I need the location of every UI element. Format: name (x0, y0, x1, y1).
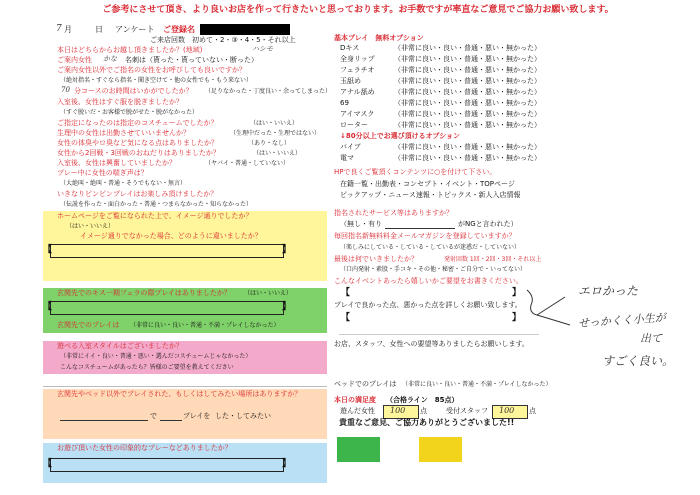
divider (339, 334, 539, 335)
pen-stroke-icon (525, 285, 585, 335)
q-course-options: （足りなかった・丁度良い・余ってしまった） (205, 88, 332, 95)
q-mail: 毎回指名新無料料金メールマガジンを登録していますか？ (334, 232, 516, 240)
event-answer-box[interactable] (341, 288, 521, 300)
score-girl-label: 遊んだ女性 (340, 407, 375, 415)
impressive-answer-box[interactable] (43, 458, 291, 472)
form-header: ご参考にさせて頂き、より良いお店を作って行きたいと思っております。お手数ですが率直なご意見でご協力お願い致します。 (102, 5, 614, 15)
other-place-play: プレイを (183, 412, 211, 420)
member-label: ご登録名 (163, 25, 195, 34)
handwriting-line-2: せっかくく小生が (577, 310, 667, 331)
q-origin-answer: ハシモ (252, 45, 273, 53)
bracket-close: 】 (511, 313, 521, 323)
play-rating-9: （非常に良い・良い・普通・悪い・無かった） (394, 154, 541, 162)
q-period: 生理中の女性は出勤させていいませんか？ (57, 129, 190, 137)
bracket-open: 【 (43, 459, 53, 469)
score-girl-value: 100 (390, 406, 406, 415)
other-place-de: で (150, 412, 157, 420)
q-guide-girl-name: かな (103, 55, 117, 63)
other-place-line[interactable] (60, 420, 148, 421)
last-hint: 発射回数 1回・2回・3回・それ以上 (444, 256, 542, 263)
bracket-close: 】 (511, 288, 521, 298)
q-voice: プレー中に女性の喘ぎ声は？ (57, 169, 148, 177)
q-hp-content: HPで良くご覧頂くコンテンツに○を付けて下さい。 (334, 168, 497, 176)
play-rating-3: （非常に良い・良い・普通・悪い・無かった） (394, 77, 541, 85)
thanks-message: 貴重なご意見、ご協力ありがとうございました!! (339, 418, 515, 427)
score-staff-label: 受付スタッフ (446, 407, 488, 415)
q-other-place: 玄関先やベッド以外でプレイされた、もしくはしてみたい場所はありますか？ (57, 390, 302, 398)
yellow-swatch (419, 437, 462, 462)
survey-label: アンケート (115, 25, 155, 34)
score-staff-unit: 点 (529, 407, 536, 415)
play-item-0: Dキス (340, 44, 360, 52)
q-hp-image-diff: イメージ通りでなかった場合、どのように違いましたか？ (80, 232, 262, 240)
handwriting-line-1: エロかった (578, 284, 639, 298)
q-staff-request: お店、スタッフ、女性への要望等ありましたらお願いします。 (334, 340, 529, 348)
day-label: 日 (95, 25, 103, 34)
play-rating-0: （非常に良い・良い・普通・悪い・無かった） (394, 44, 541, 52)
q-entrance-play-options: （非常に良い・良い・普通・不満・プレイしなかった） (130, 322, 280, 329)
q-impressive-play: お遊び頂いた女性の印象的なプレーなどありましたか？ (57, 444, 232, 452)
q-odor: 女性の体臭やロ臭など気になる点はありましたか？ (57, 139, 218, 147)
entrance-answer-box[interactable] (43, 301, 291, 315)
play-item-2: フェラチオ (340, 66, 375, 74)
visit-count: ご来店回数 初めて・2・③・4・5・それ以上 (150, 36, 296, 44)
bed-play-options: （非常に良い・良い・普通・不満・プレイしなかった） (402, 381, 552, 388)
q-entrance-play: 玄関先でのプレイは (57, 321, 120, 329)
q-period-options: （生理中だった・生理ではない） (230, 130, 321, 137)
q-other-girl-options: （絶対指名・すぐなら指名・聞き空けて・他の女性でも・もう来ない） (60, 77, 253, 84)
service-options: （無し・有り (340, 220, 382, 228)
q-sudden-play: いきなりピンピンプレイはお楽しみ頂けましたか？ (57, 190, 218, 198)
q-voice-options: （大絶叫・絶叫・普通・そうでもない・無言） (60, 180, 187, 187)
q-bed-play: ベッドでのプレイは (334, 380, 397, 388)
handwriting-line-4: すごく良い。 (602, 354, 675, 368)
q-hp-image-options: （はい・いいえ） (66, 223, 115, 230)
hp-content-row-1: 在籍一覧・出勤表・コンセプト・イベント・TOPページ (340, 180, 515, 188)
q-other-girl: ご案内女性以外でご指名の女性をお呼びしても良いですか？ (57, 66, 246, 74)
bracket-close: 】 (281, 245, 291, 255)
last-options: （口内発射・素股・手コキ・その他・秘密・ご自分で・いってない） (340, 266, 527, 273)
play-item-7: ローター (340, 121, 368, 129)
q-round-options: （はい・いいえ） (253, 150, 302, 157)
month-label: 月 (64, 25, 72, 34)
q-costume-options: （はい・いいえ） (250, 120, 299, 127)
q-course-minutes: 70 (61, 86, 70, 94)
play-rating-6: （非常に良い・良い・普通・悪い・無かった） (394, 110, 541, 118)
basic-play-title: 基本プレイ 無料オプション (334, 34, 424, 42)
play-rating-1: （非常に良い・良い・普通・悪い・無かった） (394, 55, 541, 63)
bracket-open: 【 (341, 288, 351, 298)
option-80-note: ↓80分以上でお選び頂けるオプション (340, 132, 460, 140)
month-value: 7 (56, 24, 62, 34)
q-entrance-kiss-options: （はい・いいえ） (244, 290, 293, 297)
bracket-open: 【 (43, 245, 53, 255)
q-play-detail: プレイで良かった点、悪かった点を詳しくお願い致します。 (334, 301, 522, 309)
score-girl-unit: 点 (420, 407, 427, 415)
bracket-open: 【 (341, 313, 351, 323)
score-title: 本日の満足度 (334, 396, 376, 404)
green-swatch (337, 437, 380, 462)
q-course: 分コースのお時間はいかがでしたか？ (74, 87, 193, 95)
bracket-close: 】 (281, 459, 291, 469)
mail-options: （楽しみにしている・している・しているが迷惑だ・していない） (340, 244, 521, 251)
other-place-end: した・してみたい (215, 412, 271, 420)
score-staff-value: 100 (499, 406, 515, 415)
q-entrance-kiss: 玄関先でのキス一期フェラの際プレイはありましたか？ (57, 289, 231, 297)
q-guide-girl: ご案内女性 (57, 56, 92, 64)
play-item-6: アイマスク (340, 110, 375, 118)
q-service: 指名されたサービス等はありますか？ (334, 209, 453, 217)
handwriting-line-3: 出て (640, 332, 662, 345)
service-ng-line[interactable] (385, 228, 455, 229)
q-costume: ご指定になったのは指定のコスチュームでしたか？ (57, 119, 218, 127)
q-round: 女性から2回戦・3回戦のおねだりはありましたか？ (57, 149, 220, 157)
play-detail-answer-box[interactable] (341, 313, 521, 325)
q-excited-options: （ヤバイ・普通・していない） (205, 160, 290, 167)
play-rating-8: （非常に良い・良い・普通・悪い・無かった） (394, 143, 541, 151)
bracket-close: 】 (281, 302, 291, 312)
hp-diff-answer-box[interactable] (43, 244, 291, 258)
play-item-5: 69 (340, 99, 349, 107)
q-guide-girl-card: 名刺は（貰った・貰っていない・断った） (125, 56, 258, 64)
q-style: 遊べる入室スタイルはございましたか？ (57, 342, 183, 350)
service-ng: がNGと言われた） (458, 220, 518, 228)
q-costume-request: こんなコスチュームがあったら？皆様のご要望を教えてください (60, 364, 234, 371)
play-item-1: 全身リップ (340, 55, 375, 63)
q-event: こんなイベントあったら嬉しいかご要望をお書きください。 (334, 277, 523, 285)
q-excited: 入室後、女性は興奮していましたか？ (57, 159, 176, 167)
redacted-name (200, 24, 290, 35)
play-rating-4: （非常に良い・良い・普通・悪い・無かった） (394, 88, 541, 96)
q-odor-options: （あり・なし） (248, 140, 291, 147)
play-item-9: 電マ (340, 154, 354, 162)
play-rating-7: （非常に良い・良い・普通・悪い・無かった） (394, 121, 541, 129)
play-item-4: アナル舐め (340, 88, 375, 96)
q-hp-image: ホームページをご覧になられた上で、イメージ通りでしたか？ (57, 212, 253, 220)
score-pass-line: （合格ライン 85点） (386, 396, 459, 404)
play-item-8: バイブ (340, 143, 361, 151)
q-origin: 本日はどちらからお越し頂きましたか？(地域) (57, 46, 203, 54)
hp-content-row-2: ピックアップ・ニュース速報・トピックス・新人入店情報 (340, 191, 521, 199)
other-play-line[interactable] (160, 420, 182, 421)
q-style-options: （非常にイイ・良い・普通・悪い・選んだコスチュームじゃなかった） (60, 353, 252, 360)
q-undress-options: （すぐ脱いだ・お客様で脱がせた・脱がなかった） (60, 109, 199, 116)
play-item-3: 玉舐め (340, 77, 361, 85)
bracket-open: 【 (43, 302, 53, 312)
play-rating-5: （非常に良い・良い・普通・悪い・無かった） (394, 99, 541, 107)
q-last: 最後は何でいきましたか？ (334, 255, 418, 263)
play-rating-2: （非常に良い・良い・普通・悪い・無かった） (394, 66, 541, 74)
q-sudden-play-options: （伝説を作った・面白かった・普通・つまらなかった・知らなかった） (60, 201, 253, 208)
q-undress: 入室後、女性はすぐ服を脱ぎましたか？ (57, 98, 183, 106)
costume-request-field[interactable] (43, 374, 327, 387)
